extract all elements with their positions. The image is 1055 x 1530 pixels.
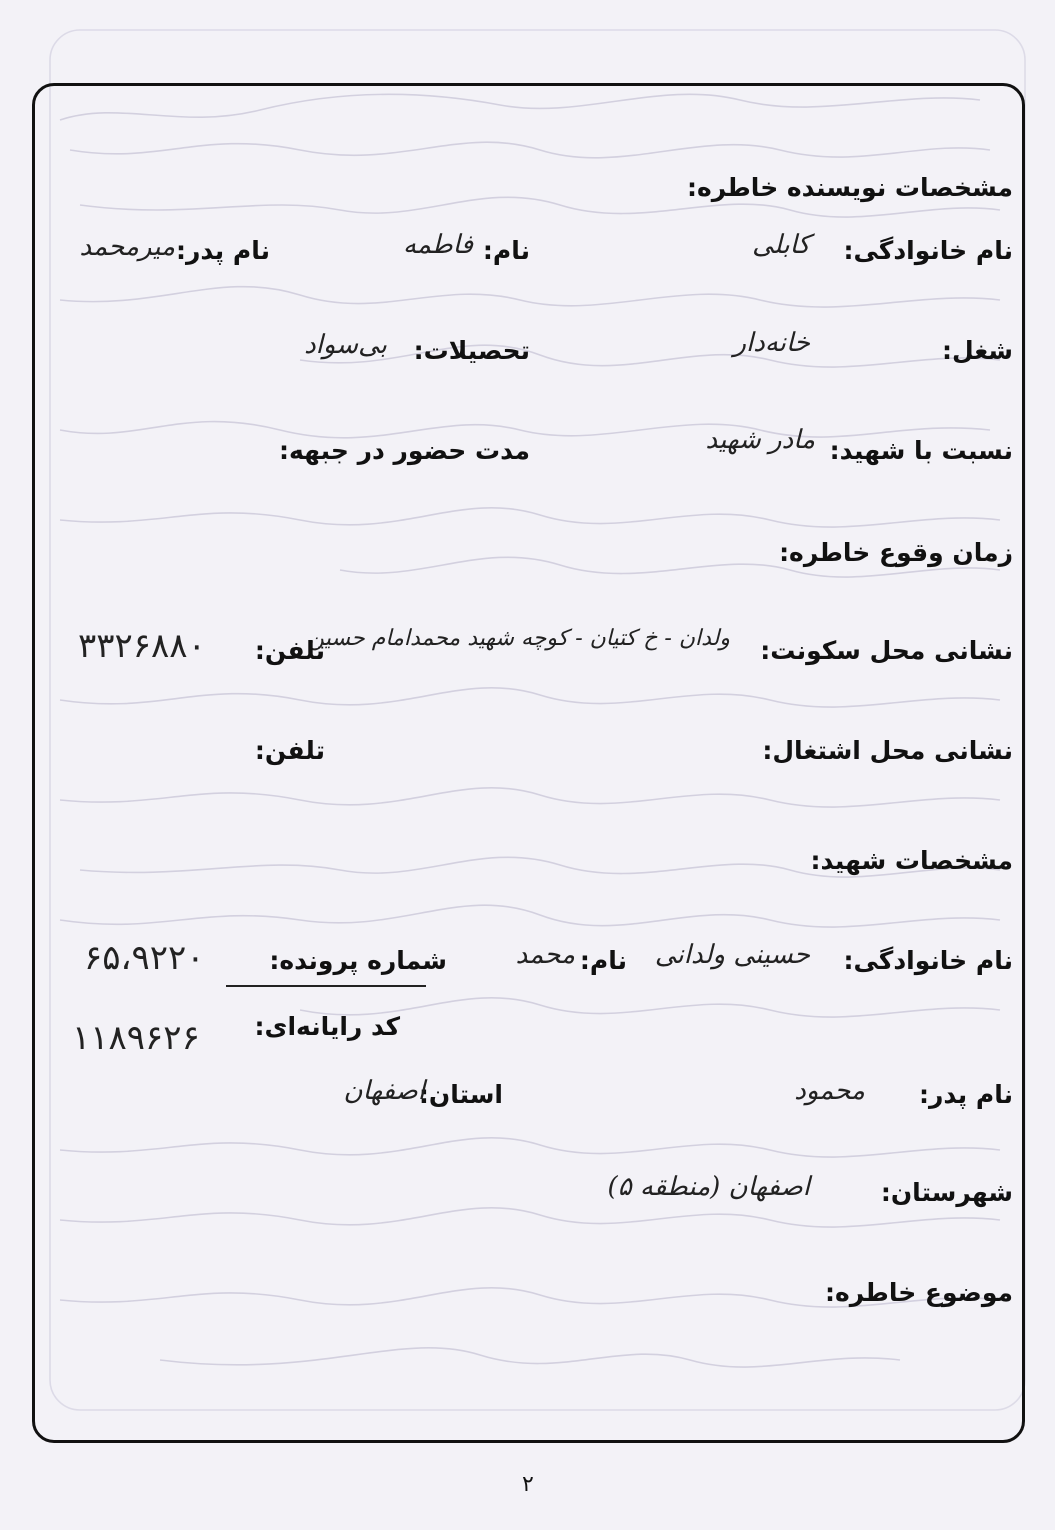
writer-work-phone-label: تلفن: bbox=[254, 736, 325, 765]
martyr-file-label: شماره پرونده: bbox=[269, 946, 447, 975]
writer-relation-label: نسبت با شهید: bbox=[829, 436, 1013, 465]
writer-home-label: نشانی محل سکونت: bbox=[760, 636, 1013, 665]
writer-name-label: نام: bbox=[482, 236, 530, 265]
writer-front-label: مدت حضور در جبهه: bbox=[279, 436, 530, 465]
writer-heading: مشخصات نویسنده خاطره: bbox=[686, 173, 1013, 202]
martyr-province-label: استان: bbox=[418, 1080, 503, 1109]
martyr-heading: مشخصات شهید: bbox=[810, 846, 1013, 875]
martyr-code-label: کد رایانه‌ای: bbox=[254, 1012, 400, 1041]
file-number-underline bbox=[226, 985, 426, 987]
page-number: ۲ bbox=[522, 1472, 534, 1497]
writer-father-value: میرمحمد bbox=[79, 232, 175, 262]
martyr-name-label: نام: bbox=[579, 946, 627, 975]
martyr-province-value: اصفهان bbox=[343, 1076, 425, 1106]
writer-father-label: نام پدر: bbox=[175, 236, 270, 265]
martyr-family-value: حسینی ولدانی bbox=[654, 940, 810, 970]
writer-education-value: بی‌سواد bbox=[304, 330, 387, 360]
writer-home-value: ولدان - خ کتیان - کوچه شهید محمدامام حسین bbox=[308, 626, 730, 651]
writer-job-label: شغل: bbox=[941, 336, 1013, 365]
writer-home-phone-value: ۳۳۲۶۸۸۰ bbox=[78, 626, 206, 666]
writer-work-label: نشانی محل اشتغال: bbox=[762, 736, 1013, 765]
martyr-name-value: محمد bbox=[515, 940, 575, 970]
writer-relation-value: مادر شهید bbox=[705, 425, 815, 455]
writer-education-label: تحصیلات: bbox=[413, 336, 530, 365]
martyr-father-label: نام پدر: bbox=[918, 1080, 1013, 1109]
martyr-father-value: محمود bbox=[794, 1076, 865, 1106]
writer-family-label: نام خانوادگی: bbox=[843, 236, 1013, 265]
writer-job-value: خانه‌دار bbox=[733, 328, 810, 358]
martyr-family-label: نام خانوادگی: bbox=[843, 946, 1013, 975]
martyr-city-label: شهرستان: bbox=[880, 1178, 1013, 1207]
martyr-file-value: ۶۵،۹۲۲۰ bbox=[84, 938, 205, 978]
martyr-city-value: اصفهان (منطقه ۵) bbox=[607, 1172, 810, 1202]
writer-name-value: فاطمه bbox=[402, 230, 473, 260]
martyr-code-value: ۱۱۸۹۶۲۶ bbox=[72, 1018, 200, 1058]
writer-home-phone-label: تلفن: bbox=[254, 636, 325, 665]
martyr-topic-label: موضوع خاطره: bbox=[824, 1278, 1013, 1307]
writer-time-label: زمان وقوع خاطره: bbox=[779, 538, 1013, 567]
writer-family-value: کابلی bbox=[752, 230, 810, 260]
